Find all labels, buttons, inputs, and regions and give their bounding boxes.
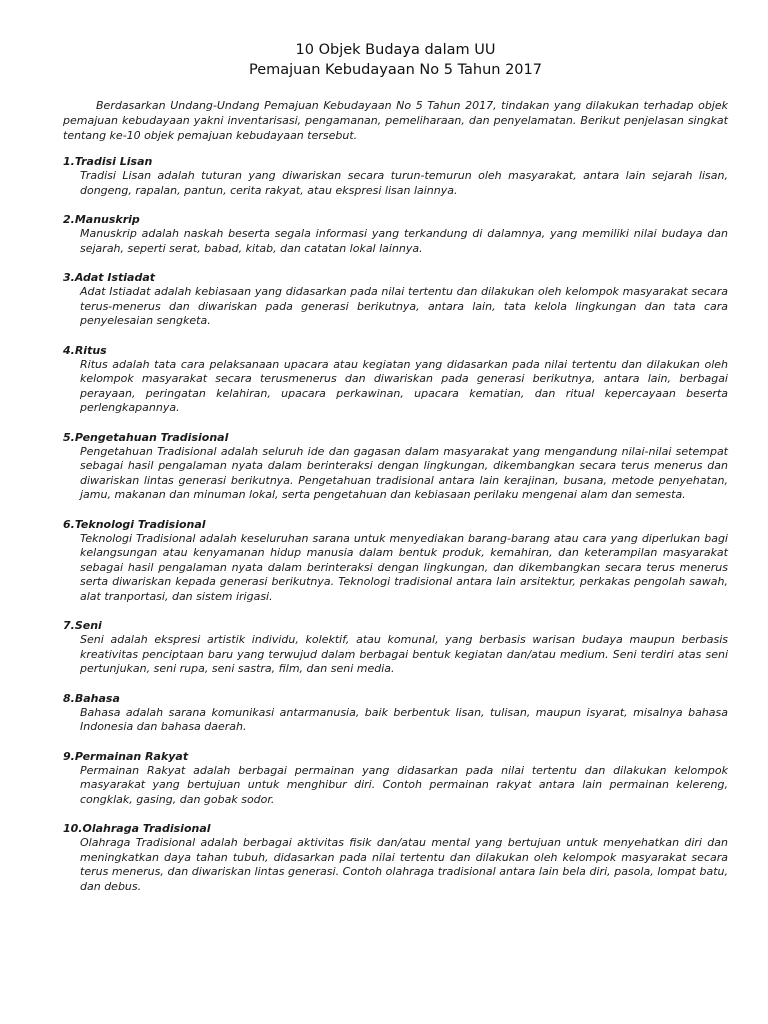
item-heading: 5.Pengetahuan Tradisional	[63, 430, 229, 444]
item-heading: 2.Manuskrip	[63, 213, 140, 226]
item-heading: 9.Permainan Rakyat	[63, 749, 189, 763]
item-body: Olahraga Tradisional adalah berbagai aktivitas fisik dan/atau mental yang bertujuan untuk menyehatkan diri dan meningkatkan daya tahan tubuh, didasarkan pada nilai tertentu dan dilakukan oleh kelompok masyarakat secara terus menerus, dan diwariskan lintas generasi. Contoh olahraga tradisional antara lain bela diri, pasola, lompat batu, dan debus.	[80, 836, 728, 893]
list-item	[63, 618, 728, 677]
item-body: Manuskrip adalah naskah beserta segala informasi yang terkandung di dalamnya, yang memiliki nilai budaya dan sejarah, seperti serat, babad, kitab, dan catatan lokal lainnya.	[80, 227, 728, 255]
item-body: Bahasa adalah sarana komunikasi antarmanusia, baik berbentuk lisan, tulisan, maupun isyarat, misalnya bahasa Indonesia dan bahasa daerah.	[80, 705, 728, 733]
intro-paragraph: Berdasarkan Undang-Undang Pemajuan Kebudayaan No 5 Tahun 2017, tindakan yang dilakukan terhadap objek pemajuan kebudayaan yakni inventarisasi, pengamanan, pemeliharaan, dan penyelamatan. Berikut penjelasan singkat tentang ke-10 objek pemajuan kebudayaan tersebut.	[63, 99, 728, 142]
list-item	[63, 343, 728, 416]
page-title	[63, 40, 728, 80]
item-body: Adat Istiadat adalah kebiasaan yang didasarkan pada nilai tertentu dan dilakukan oleh kelompok masyarakat secara terus-menerus dan diwariskan pada generasi berikutnya, antara lain, tata kelola lingkungan dan tata cara penyelesaian sengketa.	[80, 285, 728, 327]
item-body: Tradisi Lisan adalah tuturan yang diwariskan secara turun-temurun oleh masyarakat, antara lain sejarah lisan, dongeng, rapalan, pantun, cerita rakyat, atau ekspresi lisan lainnya.	[80, 169, 728, 197]
item-heading: 1.Tradisi Lisan	[63, 155, 153, 168]
list-item	[63, 749, 728, 808]
list-item	[63, 821, 728, 894]
item-body: Ritus adalah tata cara pelaksanaan upacara atau kegiatan yang didasarkan pada nilai tertentu dan dilakukan oleh kelompok masyarakat secara terusmenerus dan diwariskan pada generasi berikutnya, antara lain, berbagai perayaan, peringatan kelahiran, upacara perkawinan, upacara kematian, dan ritual kepercayaan beserta perlengkapannya.	[80, 357, 728, 414]
list-item	[63, 691, 728, 735]
list-item	[63, 212, 728, 256]
item-body: Seni adalah ekspresi artistik individu, kolektif, atau komunal, yang berbasis warisan budaya maupun berbasis kreativitas penciptaan baru yang terwujud dalam berbagai bentuk kegiatan dan/atau medium. Seni terdiri atas seni pertunjukan, seni rupa, seni sastra, film, dan seni media.	[80, 633, 728, 675]
list-item	[63, 270, 728, 329]
title-line-2: Pemajuan Kebudayaan No 5 Tahun 2017	[249, 62, 542, 78]
list-item	[63, 430, 728, 503]
item-heading: 7.Seni	[63, 619, 102, 632]
item-list	[63, 154, 728, 894]
item-body: Permainan Rakyat adalah berbagai permainan yang didasarkan pada nilai tertentu dan dilakukan kelompok masyarakat yang bertujuan untuk menghibur diri. Contoh permainan rakyat antara lain permainan kelereng, congklak, gasing, dan gobak sodor.	[80, 763, 728, 806]
list-item	[63, 154, 728, 198]
item-heading: 6.Teknologi Tradisional	[63, 517, 206, 531]
item-heading: 8.Bahasa	[63, 691, 120, 705]
item-body: Teknologi Tradisional adalah keseluruhan sarana untuk menyediakan barang-barang atau cara yang diperlukan bagi kelangsungan atau kenyamanan hidup manusia dalam bentuk produk, kemahiran, dan keterampilan masyarakat sebagai hasil pengalaman nyata dalam berinteraksi dengan lingkungan, dan dikembangkan secara terus menerus serta diwariskan kepada generasi berikutnya. Teknologi tradisional antara lain arsitektur, perkakas pengolah sawah, alat tranportasi, dan sistem irigasi.	[80, 531, 728, 603]
list-item	[63, 517, 728, 605]
item-heading: 3.Adat Istiadat	[63, 271, 156, 284]
item-heading: 4.Ritus	[63, 343, 107, 357]
item-body: Pengetahuan Tradisional adalah seluruh ide dan gagasan dalam masyarakat yang mengandung nilai-nilai setempat sebagai hasil pengalaman nyata dalam berinteraksi dengan lingkungan, dikembangkan secara terus menerus dan diwariskan lintas generasi berikutnya. Pengetahuan tradisional antara lain kerajinan, busana, metode penyehatan, jamu, makanan dan minuman lokal, serta pengetahuan dan kebiasaan perilaku mengenai alam dan semesta.	[80, 444, 728, 501]
title-line-1: 10 Objek Budaya dalam UU	[295, 42, 496, 58]
item-heading: 10.Olahraga Tradisional	[63, 822, 211, 835]
